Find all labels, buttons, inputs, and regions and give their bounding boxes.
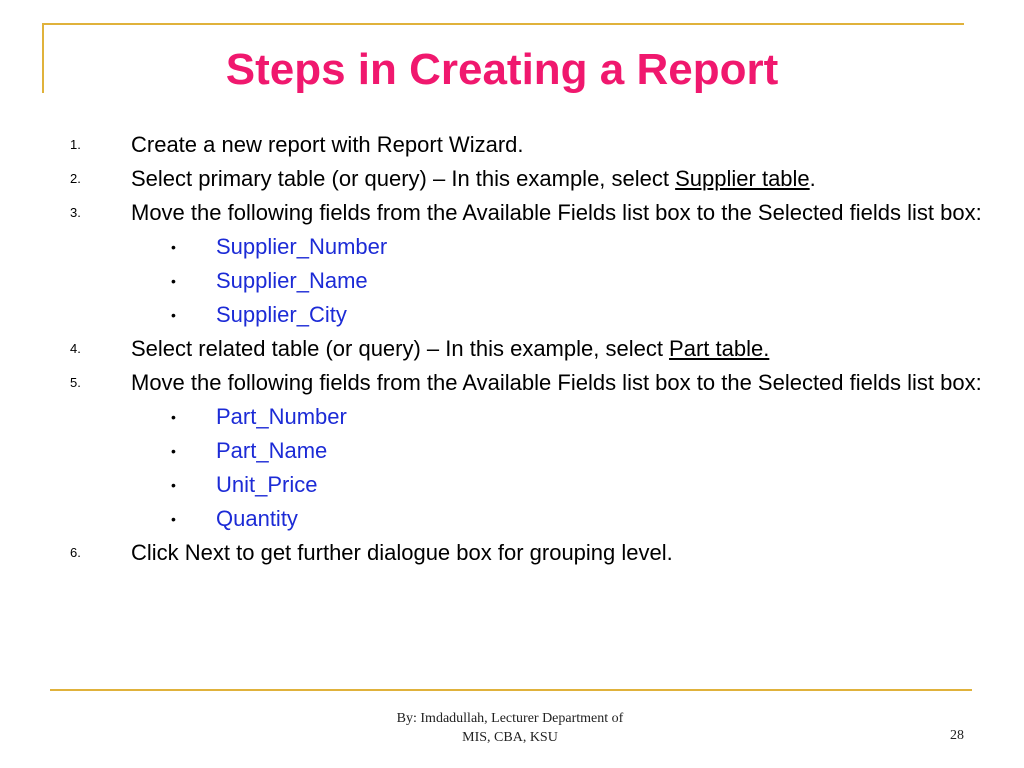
field-item [0, 302, 1000, 328]
part-field-list [0, 404, 1000, 532]
footer-credit-line-1: By: Imdadullah, Lecturer Department of [396, 711, 624, 726]
bullet-icon: • [171, 239, 176, 255]
step-text-after: . [809, 166, 816, 191]
bullet-icon: • [171, 511, 176, 527]
bullet-icon: • [171, 409, 176, 425]
bullet-icon: • [171, 477, 176, 493]
field-name: Unit_Price [216, 472, 318, 497]
step-4 [0, 336, 1000, 362]
step-text: Create a new report with Report Wizard. [131, 132, 524, 157]
step-list [0, 132, 1000, 574]
field-name: Part_Number [216, 404, 347, 429]
top-border-line [42, 23, 964, 25]
step-text [131, 166, 816, 191]
step-text: Move the following fields from the Available Fields list box to the Selected fields list box: [131, 370, 982, 395]
step-number: 5. [70, 375, 81, 390]
step-text-before: Select primary table (or query) – In this example, select [131, 166, 676, 191]
part-table-link[interactable]: Part table. [669, 336, 770, 361]
field-name: Part_Name [216, 438, 328, 463]
step-5 [0, 370, 1000, 396]
step-text [131, 336, 769, 361]
step-number: 4. [70, 341, 81, 356]
field-item [0, 506, 1000, 532]
bullet-icon: • [171, 443, 176, 459]
step-3 [0, 200, 1000, 226]
field-name: Supplier_Name [216, 268, 368, 293]
footer-credit [360, 709, 660, 747]
field-item [0, 438, 1000, 464]
step-6 [0, 540, 1000, 566]
footer-divider [50, 689, 972, 691]
field-name: Supplier_Number [216, 234, 388, 259]
step-number: 2. [70, 171, 81, 186]
field-item [0, 268, 1000, 294]
step-text: Move the following fields from the Available Fields list box to the Selected fields list box: [131, 200, 982, 225]
field-item [0, 404, 1000, 430]
step-2 [0, 166, 1000, 192]
field-name: Supplier_City [216, 302, 347, 327]
field-item [0, 472, 1000, 498]
supplier-field-list [0, 234, 1000, 328]
step-number: 6. [70, 545, 81, 560]
step-text: Click Next to get further dialogue box for grouping level. [131, 540, 673, 565]
field-name: Quantity [216, 506, 298, 531]
bullet-icon: • [171, 273, 176, 289]
footer-credit-line-2: MIS, CBA, KSU [462, 730, 558, 745]
bullet-icon: • [171, 307, 176, 323]
step-number: 1. [70, 137, 81, 152]
page-number: 28 [950, 728, 964, 743]
field-item [0, 234, 1000, 260]
step-number: 3. [70, 205, 81, 220]
slide-title: Steps in Creating a Report [225, 45, 779, 94]
step-1 [0, 132, 1000, 158]
step-text-before: Select related table (or query) – In this example, select [131, 336, 670, 361]
supplier-table-link[interactable]: Supplier table [675, 166, 810, 191]
